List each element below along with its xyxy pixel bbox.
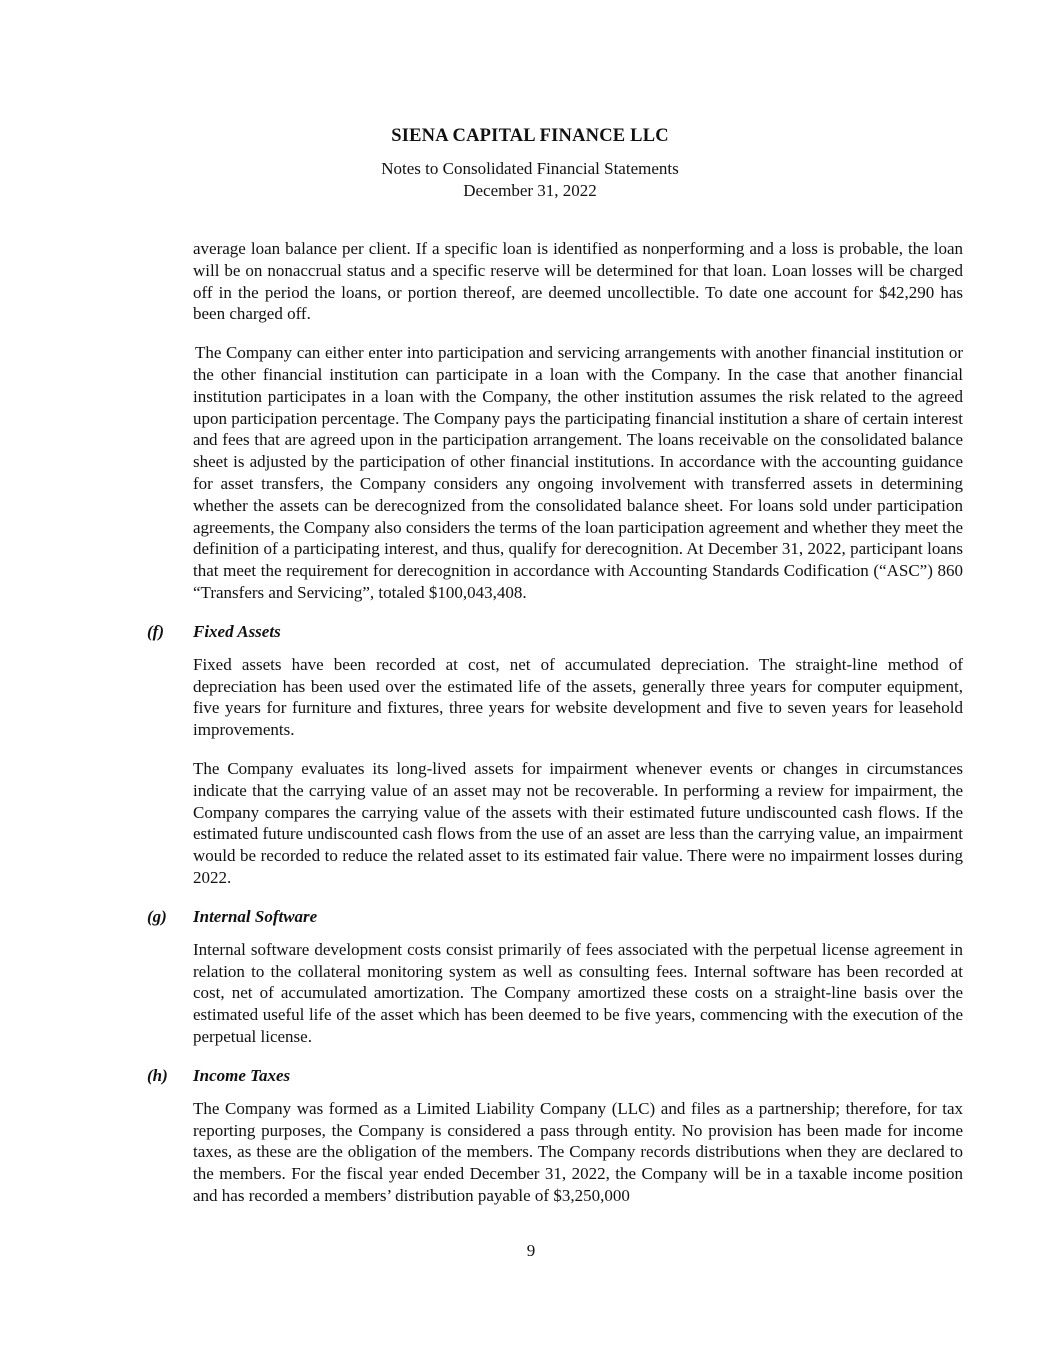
section-heading-internal-software bbox=[147, 906, 963, 928]
document-subtitle: Notes to Consolidated Financial Statements bbox=[381, 159, 679, 178]
section-letter: (g) bbox=[147, 906, 167, 926]
page-number: 9 bbox=[526, 1241, 536, 1260]
section-title: Income Taxes bbox=[193, 1065, 291, 1085]
income-taxes-paragraph: The Company was formed as a Limited Liability Company (LLC) and files as a partnership; therefore, for tax reporting purposes, the Company is considered a pass through entity. No provision has been made for income taxes, as these are the obligation of the members. The Company records distributions when they are declared to the members. For the fiscal year ended December 31, 2022, the Company will be in a taxable income position and has recorded a members’ distribution payable of $3,250,000 bbox=[193, 1098, 963, 1205]
company-name: SIENA CAPITAL FINANCE LLC bbox=[391, 126, 669, 146]
section-heading-fixed-assets bbox=[147, 621, 963, 643]
section-letter: (h) bbox=[147, 1065, 168, 1085]
section-heading-income-taxes bbox=[147, 1065, 963, 1087]
fixed-assets-paragraph: Fixed assets have been recorded at cost, net of accumulated depreciation. The straight-line method of depreciation has been used over the estimated life of the assets, generally three years for computer equipment, five years for furniture and fixtures, three years for website development and five to seven years for leasehold improvements. bbox=[193, 654, 963, 740]
section-letter: (f) bbox=[147, 621, 164, 641]
page-header bbox=[0, 124, 1055, 202]
document-body bbox=[147, 238, 963, 1224]
internal-software-paragraph: Internal software development costs consist primarily of fees associated with the perpetual license agreement in relation to the collateral monitoring system as well as consulting fees. Internal software has been recorded at cost, net of accumulated amortization. The Company amortized these costs on a straight-line basis over the estimated useful life of the asset which has been deemed to be five years, commencing with the execution of the perpetual license. bbox=[193, 939, 963, 1046]
document-date: December 31, 2022 bbox=[463, 181, 597, 200]
intro-paragraph: average loan balance per client. If a specific loan is identified as nonperforming and a loss is probable, the loan will be on nonaccrual status and a specific reserve will be determined for that loan. Loan losses will be charged off in the period the loans, or portion thereof, are deemed uncollectible. To date one account for $42,290 has been charged off. bbox=[193, 239, 963, 324]
section-title: Internal Software bbox=[193, 906, 318, 926]
participation-paragraph: The Company can either enter into participation and servicing arrangements with another financial institution or the other financial institution can participate in a loan with the Company. In the case that another financial institution participates in a loan with the Company, the other institution assumes the risk related to the agreed upon participation percentage. The Company pays the participating financial institution a share of certain interest and fees that are agreed upon in the participation arrangement. The loans receivable on the consolidated balance sheet is adjusted by the participation of other financial institutions. In accordance with the accounting guidance for asset transfers, the Company considers any ongoing involvement with transferred assets in determining whether the assets can be derecognized from the consolidated balance sheet. For loans sold under participation agreements, the Company also considers the terms of the loan participation agreement and whether they meet the definition of a participating interest, and thus, qualify for derecognition. At December 31, 2022, participant loans that meet the requirement for derecognition in accordance with Accounting Standards Codification (“ASC”) 860 “Transfers and Servicing”, totaled $100,043,408. bbox=[193, 343, 963, 602]
section-title: Fixed Assets bbox=[193, 621, 281, 641]
impairment-paragraph: The Company evaluates its long-lived assets for impairment whenever events or changes in circumstances indicate that the carrying value of an asset may not be recoverable. In performing a review for impairment, the Company compares the carrying value of the assets with their estimated future undiscounted cash flows. If the estimated future undiscounted cash flows from the use of an asset are less than the carrying value, an impairment would be recorded to reduce the related asset to its estimated fair value. There were no impairment losses during 2022. bbox=[193, 758, 963, 887]
